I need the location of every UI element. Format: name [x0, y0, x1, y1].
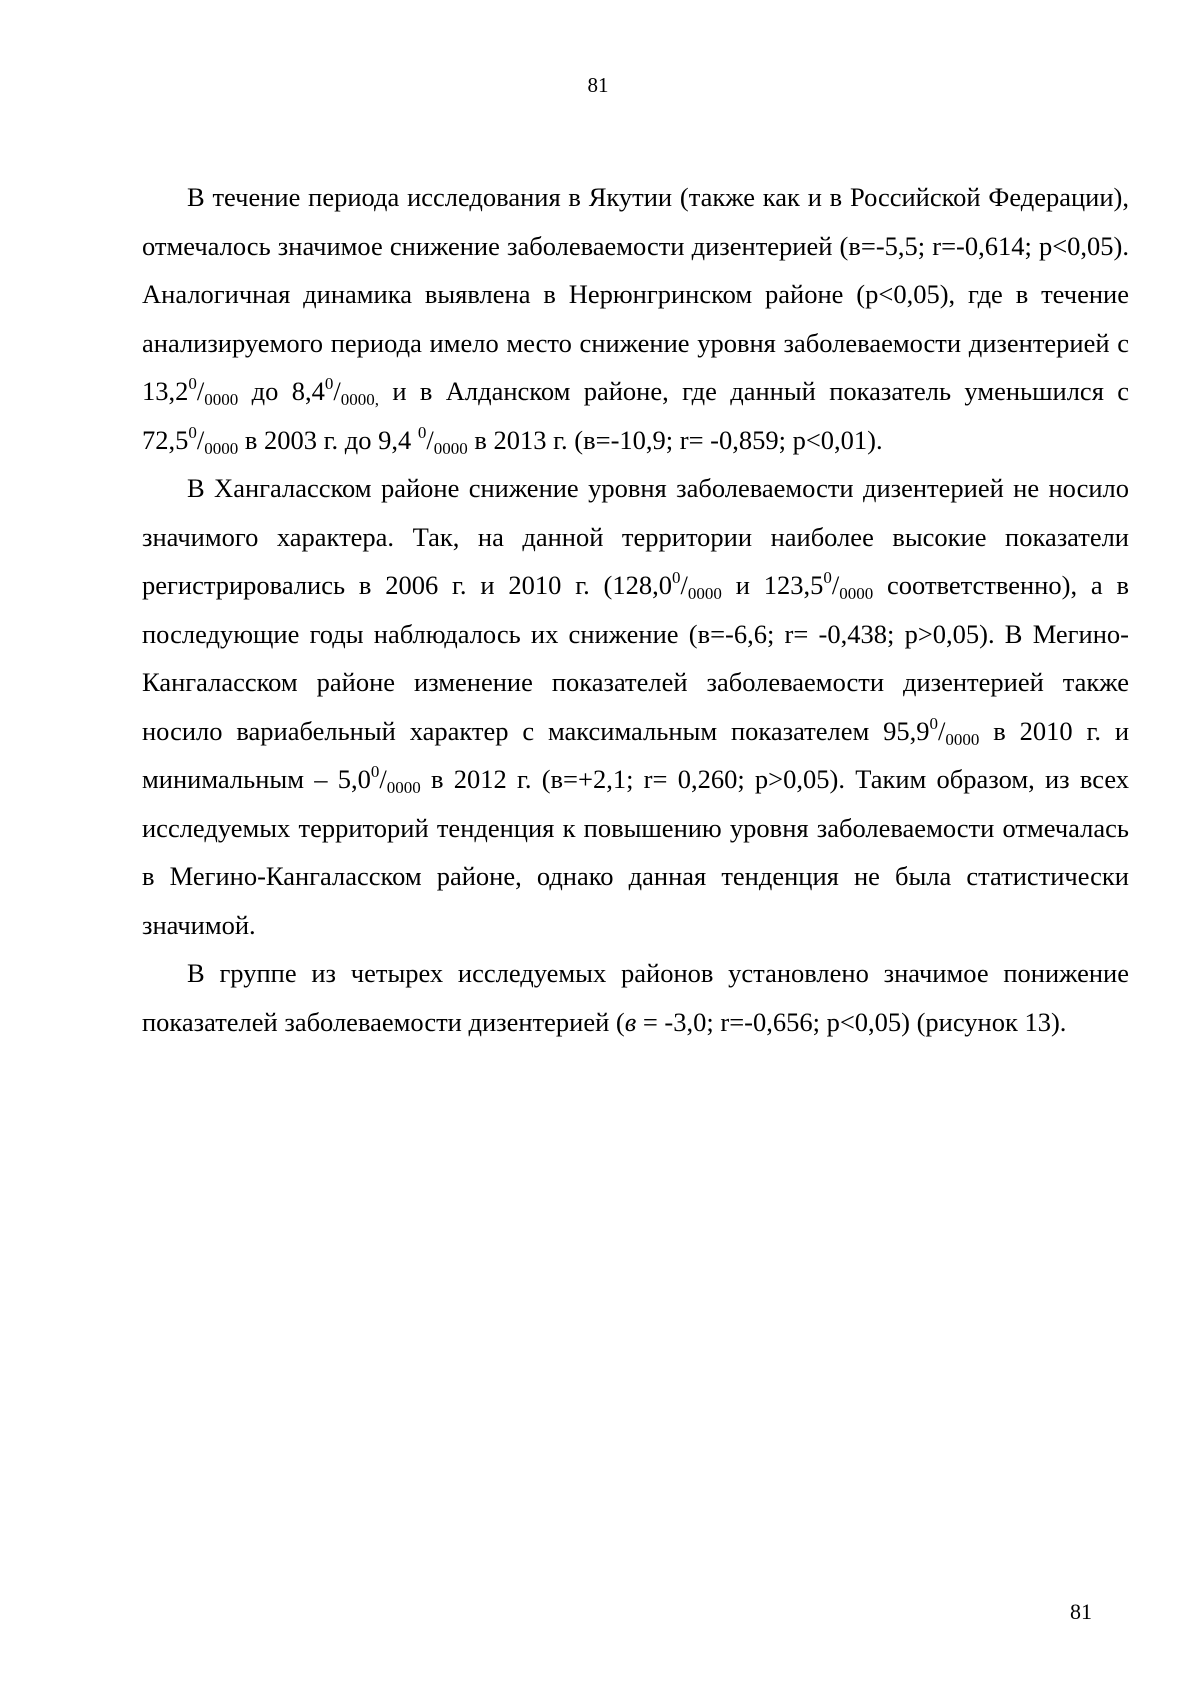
slash: /: [379, 764, 387, 794]
subscript: 0000: [386, 778, 421, 797]
paragraph-2-text: В Хангаласском районе снижение уровня заболеваемости дизентерией не носило значимого характера. Так, на данной территории наиболее высокие показатели регистрировались в 2006 г. и 2010 г. (128,0: [142, 473, 1129, 600]
paragraph-3-text: = -3,0; r=-0,656; p<0,05) (рисунок 13).: [636, 1006, 1067, 1037]
subscript: 0000: [839, 584, 874, 603]
subscript: 0000: [204, 390, 239, 409]
slash: /: [938, 715, 946, 746]
document-body: [142, 173, 1129, 1046]
paragraph-3-text: В группе из четырех исследуемых районов установлено значимое понижение показателей заболеваемости дизентерией (: [142, 958, 1129, 1037]
paragraph-1-text: и в Алданском районе, где данный показатель уменьшился с 72,5: [142, 376, 1130, 455]
page-number-top: 81: [587, 73, 609, 97]
slash: /: [426, 424, 434, 455]
slash: /: [680, 570, 688, 600]
subscript: 0000: [433, 438, 468, 458]
paragraph-1-text: в 2013 г. (в=-10,9; r= -0,859; p<0,01).: [467, 424, 883, 455]
superscript: 0: [188, 374, 197, 393]
superscript: 0: [823, 568, 832, 587]
superscript: 0: [417, 422, 427, 442]
subscript: 0000: [687, 584, 722, 603]
superscript: 0: [672, 568, 681, 587]
paragraph-1-text: в 2003 г. до 9,4: [238, 424, 418, 455]
slash: /: [196, 424, 205, 455]
slash: /: [196, 376, 205, 406]
paragraph-1-text: В течение периода исследования в Якутии (также как и в Российской Федерации), отмечалось значимое снижение заболеваемости дизентерией (в=-5,5; r=-0,614; p<0,05). Аналогичная динамика выявлена в Нерюнгринском районе (p<0,05), где в течение анализируемого периода имело место снижение уровня заболеваемости дизентерией с 13,2: [142, 182, 1129, 406]
paragraph-2: [142, 464, 1129, 949]
page-number-bottom: 81: [1070, 1599, 1092, 1624]
paragraph-2-text: и 123,5: [721, 570, 824, 600]
paragraph-3: [142, 949, 1129, 1046]
slash: /: [333, 376, 341, 406]
superscript: 0: [929, 713, 939, 733]
superscript: 0: [324, 374, 334, 393]
paragraph-1-text: до 8,4: [238, 376, 325, 406]
paragraph-1: [142, 173, 1129, 464]
paragraph-2-text: в 2012 г. (в=+2,1; r= 0,260; p>0,05). Таким образом, из всех исследуемых территорий тенденция к повышению уровня заболеваемости отмечалась в Мегино-Кангаласском районе, однако данная тенденция не была статистически значимой.: [142, 764, 1130, 940]
slash: /: [831, 570, 840, 600]
paragraph-2-text: в 2010 г. и минимальным – 5,0: [142, 715, 1129, 794]
subscript: 0000: [945, 729, 980, 749]
italic-coefficient: в: [624, 1006, 637, 1037]
paragraph-2-text: соответственно), а в последующие годы наблюдалось их снижение (в=-6,6; r= -0,438; p>0,05). В Мегино-Кангаласском районе изменение показателей заболеваемости дизентерией также носило вариабельный характер с максимальным показателем 95,9: [142, 570, 1129, 746]
superscript: 0: [188, 422, 197, 442]
subscript: 0000: [204, 438, 239, 458]
subscript: 0000,: [340, 390, 379, 409]
superscript: 0: [370, 762, 380, 781]
